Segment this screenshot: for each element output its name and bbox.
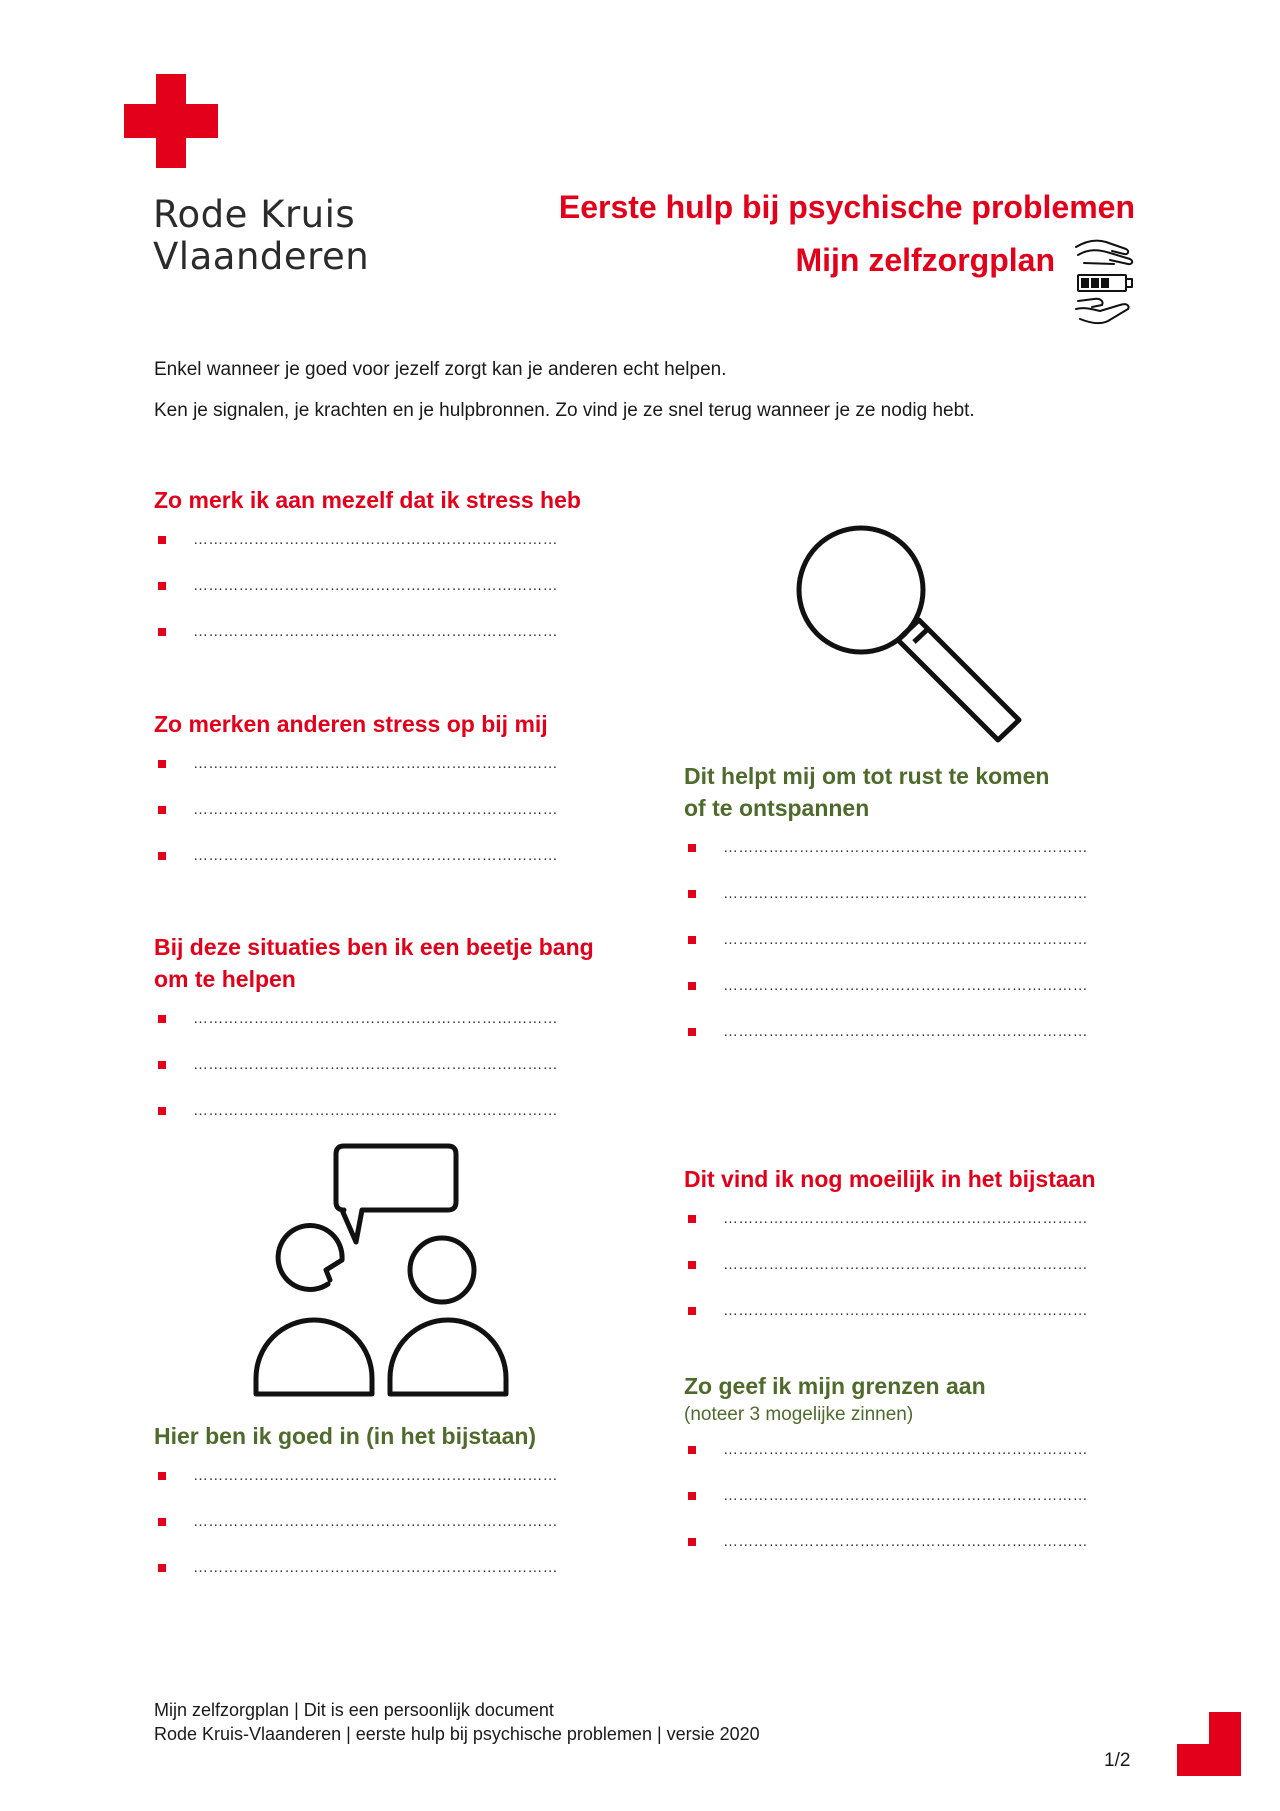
blank-line: ……………………………………………………………… [723,1487,1088,1504]
list-item[interactable] [684,1207,1144,1253]
heading-line-2: om te helpen [154,966,296,992]
bullet-square-icon [158,1564,166,1572]
list-item[interactable] [154,844,614,890]
blank-line: ……………………………………………………………… [193,1467,558,1484]
section-heading: Zo merk ik aan mezelf dat ik stress heb [154,487,581,513]
list-item[interactable] [154,1007,614,1053]
fill-in-list [684,836,1144,1066]
logo-line-2: Vlaanderen [153,235,370,278]
section-afraid [154,931,614,1145]
fill-in-list [154,1464,614,1602]
fill-in-list [154,1007,614,1145]
bullet-square-icon [158,582,166,590]
blank-line: ……………………………………………………………… [193,755,558,772]
section-heading: Dit vind ik nog moeilijk in het bijstaan [684,1166,1096,1192]
section-difficult [684,1163,1144,1345]
logo-line-1: Rode Kruis [153,193,356,236]
list-item[interactable] [154,1556,614,1602]
section-boundaries [684,1370,1144,1576]
fill-in-list [154,528,614,666]
logo-wordmark [153,194,369,278]
bullet-square-icon [688,936,696,944]
intro-line-2: Ken je signalen, je krachten en je hulpbronnen. Zo vind je ze snel terug wanneer je ze nodig hebt. [154,400,975,421]
bullet-square-icon [158,1107,166,1115]
bullet-square-icon [688,844,696,852]
bullet-square-icon [688,890,696,898]
document-subtitle: Mijn zelfzorgplan [795,242,1055,278]
list-item[interactable] [154,1053,614,1099]
blank-line: ……………………………………………………………… [193,623,558,640]
list-item[interactable] [684,1484,1144,1530]
list-item[interactable] [154,1510,614,1556]
page-number: 1/2 [1104,1750,1131,1771]
blank-line: ……………………………………………………………… [723,1533,1088,1550]
hands-battery-icon [1074,237,1136,325]
bullet-square-icon [688,982,696,990]
heading-line-2: of te ontspannen [684,795,870,821]
list-item[interactable] [154,528,614,574]
blank-line: ……………………………………………………………… [723,1302,1088,1319]
section-heading [684,760,1144,824]
section-stress-others [154,708,614,890]
section-good-at [154,1420,614,1602]
list-item[interactable] [684,882,1144,928]
section-note: (noteer 3 mogelijke zinnen) [684,1404,914,1425]
section-heading: Zo merken anderen stress op bij mij [154,711,548,737]
bullet-square-icon [688,1215,696,1223]
blank-line: ……………………………………………………………… [193,801,558,818]
heading-line-1: Dit helpt mij om tot rust te komen [684,763,1050,789]
list-item[interactable] [684,1530,1144,1576]
blank-line: ……………………………………………………………… [723,885,1088,902]
bullet-square-icon [158,536,166,544]
bullet-square-icon [158,760,166,768]
bullet-square-icon [158,1518,166,1526]
blank-line: ……………………………………………………………… [193,847,558,864]
conversation-people-icon [248,1142,518,1404]
list-item[interactable] [684,974,1144,1020]
list-item[interactable] [684,1020,1144,1066]
bullet-square-icon [688,1538,696,1546]
section-heading: Hier ben ik goed in (in het bijstaan) [154,1423,537,1449]
bullet-square-icon [158,806,166,814]
list-item[interactable] [154,798,614,844]
list-item[interactable] [154,1099,614,1145]
bullet-square-icon [688,1028,696,1036]
bullet-square-icon [158,852,166,860]
list-item[interactable] [684,1253,1144,1299]
blank-line: ……………………………………………………………… [723,931,1088,948]
blank-line: ……………………………………………………………… [193,531,558,548]
section-stress-self [154,484,614,666]
blank-line: ……………………………………………………………… [193,1010,558,1027]
blank-line: ……………………………………………………………… [723,1441,1088,1458]
blank-line: ……………………………………………………………… [193,1559,558,1576]
intro-line-1: Enkel wanneer je goed voor jezelf zorgt kan je anderen echt helpen. [154,359,727,380]
list-item[interactable] [684,928,1144,974]
list-item[interactable] [154,752,614,798]
blank-line: ……………………………………………………………… [193,577,558,594]
list-item[interactable] [684,1438,1144,1484]
blank-line: ……………………………………………………………… [723,1023,1088,1040]
footer-line-1: Mijn zelfzorgplan | Dit is een persoonlijk document [154,1700,554,1720]
document-title: Eerste hulp bij psychische problemen [558,189,1135,225]
list-item[interactable] [684,1299,1144,1345]
list-item[interactable] [684,836,1144,882]
list-item[interactable] [154,1464,614,1510]
section-heading: Zo geef ik mijn grenzen aan [684,1373,986,1399]
bullet-square-icon [158,1061,166,1069]
bullet-square-icon [158,1472,166,1480]
fill-in-list [684,1207,1144,1345]
blank-line: ……………………………………………………………… [723,977,1088,994]
fill-in-list [684,1438,1144,1576]
blank-line: ……………………………………………………………… [723,1210,1088,1227]
bullet-square-icon [688,1261,696,1269]
bullet-square-icon [688,1446,696,1454]
bullet-square-icon [688,1307,696,1315]
bullet-square-icon [158,628,166,636]
red-corner-mark-icon [1177,1712,1241,1776]
blank-line: ……………………………………………………………… [193,1056,558,1073]
blank-line: ……………………………………………………………… [723,839,1088,856]
list-item[interactable] [154,620,614,666]
section-relax [684,760,1144,1066]
blank-line: ……………………………………………………………… [723,1256,1088,1273]
section-heading [154,931,614,995]
footer-line-2: Rode Kruis-Vlaanderen | eerste hulp bij psychische problemen | versie 2020 [154,1724,760,1744]
blank-line: ……………………………………………………………… [193,1513,558,1530]
blank-line: ……………………………………………………………… [193,1102,558,1119]
red-cross-logo-icon [124,74,218,168]
bullet-square-icon [688,1492,696,1500]
bullet-square-icon [158,1015,166,1023]
heading-line-1: Bij deze situaties ben ik een beetje bang [154,934,594,960]
fill-in-list [154,752,614,890]
magnifying-glass-icon [792,524,1022,746]
list-item[interactable] [154,574,614,620]
